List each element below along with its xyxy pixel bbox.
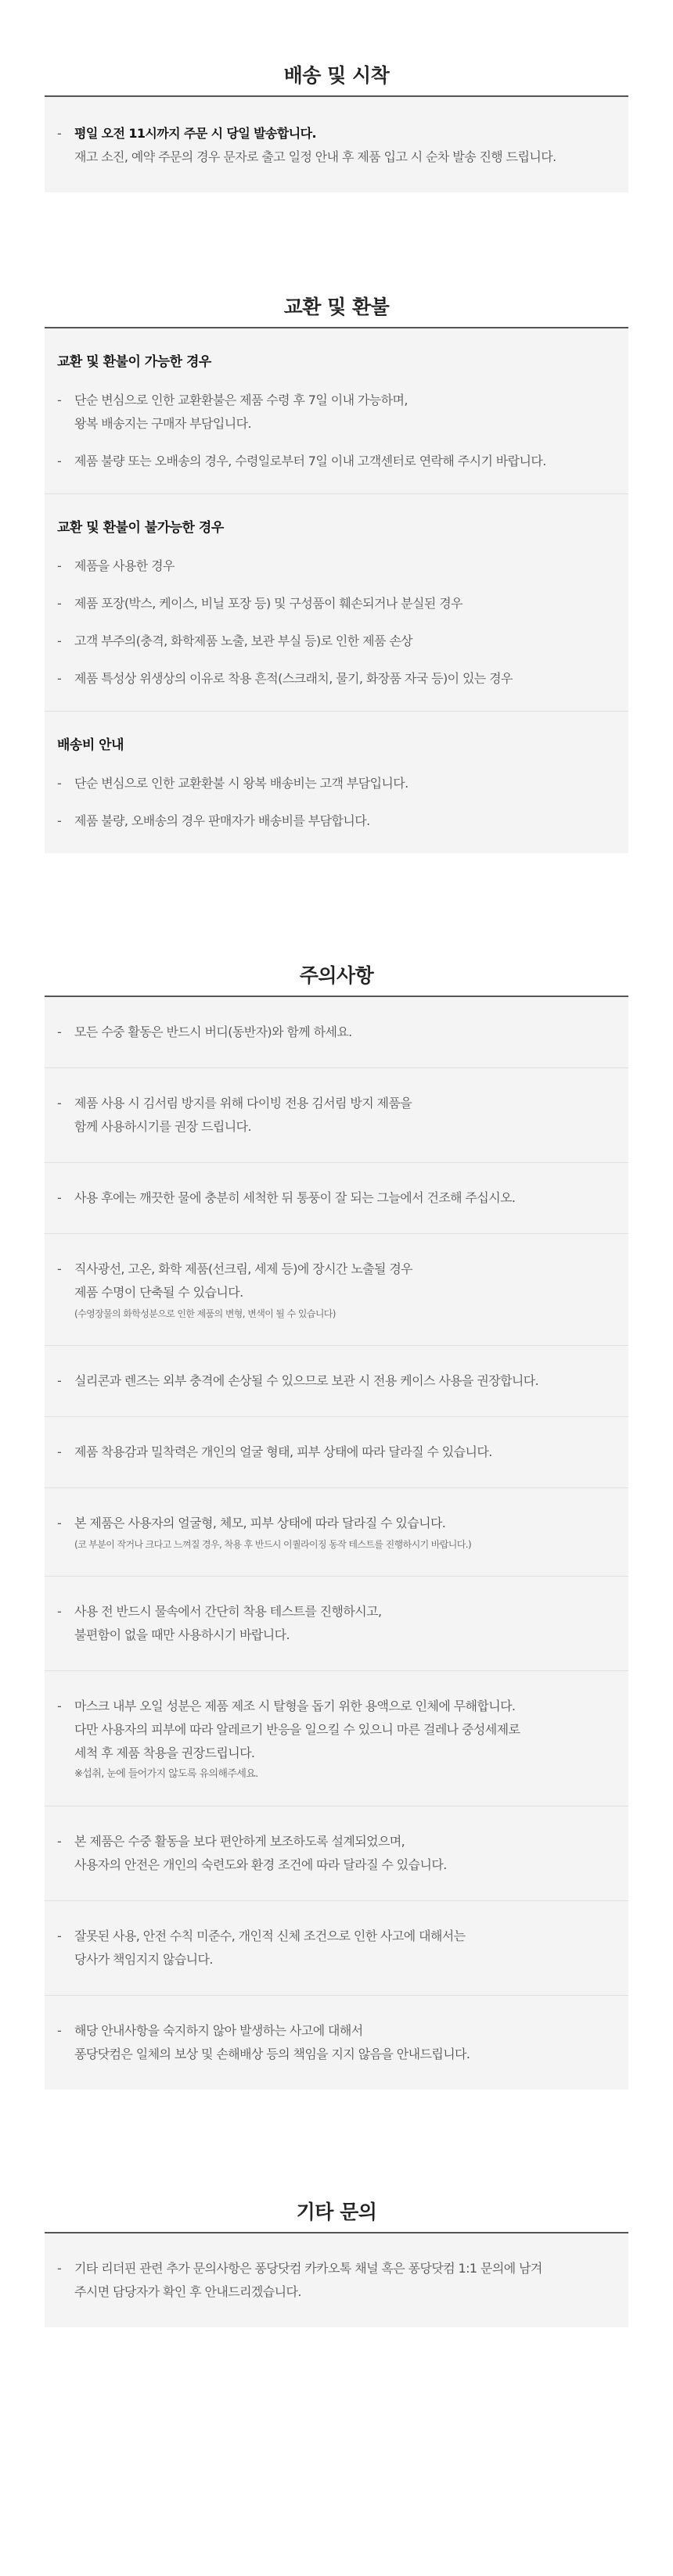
exchange-group-not-allowed bbox=[45, 494, 628, 712]
item-line: 주시면 담당자가 확인 후 안내드리겠습니다. bbox=[74, 2284, 301, 2299]
bullet-dash: - bbox=[57, 1096, 62, 1110]
item-line: 당사가 책임지지 않습니다. bbox=[74, 1952, 213, 1967]
item-line: 제품 수명이 단축될 수 있습니다. bbox=[74, 1285, 243, 1300]
section-title-caution: 주의사항 bbox=[45, 955, 628, 997]
caution-row bbox=[45, 1806, 628, 1901]
bullet-dash: - bbox=[57, 671, 62, 686]
exchange-box bbox=[45, 328, 628, 853]
bullet-dash: - bbox=[57, 1190, 62, 1205]
item-line: 본 제품은 사용자의 얼굴형, 체모, 피부 상태에 따라 달라질 수 있습니다. bbox=[74, 1516, 446, 1530]
bullet-dash: - bbox=[57, 633, 62, 648]
shipping-text: 재고 소진, 예약 주문의 경우 문자로 출고 일정 안내 후 제품 입고 시 순차 발송 진행 드립니다. bbox=[74, 149, 556, 164]
item-line: 해당 안내사항을 숙지하지 않아 발생하는 사고에 대해서 bbox=[74, 2023, 363, 2038]
caution-row bbox=[45, 997, 628, 1068]
item-line: 고객 부주의(충격, 화학제품 노출, 보관 부실 등)로 인한 제품 손상 bbox=[74, 633, 413, 648]
bullet-dash: - bbox=[57, 1699, 62, 1713]
item-line: 사용자의 안전은 개인의 숙련도와 환경 조건에 따라 달라질 수 있습니다. bbox=[74, 1857, 447, 1872]
page bbox=[45, 0, 628, 2327]
caution-row bbox=[45, 1996, 628, 2090]
caution-row bbox=[45, 1671, 628, 1806]
item-line: 세척 후 제품 착용을 권장드립니다. bbox=[74, 1745, 255, 1760]
bullet-dash: - bbox=[57, 393, 62, 407]
item-line: 기타 리더핀 관련 추가 문의사항은 퐁당닷컴 카카오톡 채널 혹은 퐁당닷컴 1:1 문의에 남겨 bbox=[74, 2261, 542, 2276]
exchange-group-shipping-fee bbox=[45, 712, 628, 853]
item-line: 사용 후에는 깨끗한 물에 충분히 세척한 뒤 통풍이 잘 되는 그늘에서 건조해 주십시오. bbox=[74, 1190, 516, 1205]
item-note: ※섭취, 눈에 들어가지 않도록 유의해주세요. bbox=[74, 1768, 258, 1780]
section-title-exchange: 교환 및 환불 bbox=[45, 286, 628, 328]
bullet-dash: - bbox=[57, 1516, 62, 1530]
caution-row bbox=[45, 1577, 628, 1671]
bullet-dash: - bbox=[57, 813, 62, 828]
list-item bbox=[57, 389, 616, 436]
item-line: 왕복 배송지는 구매자 부담입니다. bbox=[74, 416, 251, 431]
bullet-dash: - bbox=[57, 2261, 62, 2276]
caution-row bbox=[45, 1417, 628, 1488]
list-item bbox=[57, 772, 616, 795]
item-line: 제품 착용감과 밀착력은 개인의 얼굴 형태, 피부 상태에 따라 달라질 수 있습니다. bbox=[74, 1444, 492, 1459]
list-item bbox=[57, 592, 616, 615]
bullet-dash: - bbox=[57, 558, 62, 573]
section-title-shipping: 배송 및 시착 bbox=[45, 55, 628, 97]
shipping-strong-text: 평일 오전 11시까지 주문 시 당일 발송합니다. bbox=[74, 126, 316, 141]
item-line: 제품 사용 시 김서림 방지를 위해 다이빙 전용 김서림 방지 제품을 bbox=[74, 1096, 412, 1110]
item-note: (코 부분이 작거나 크다고 느껴질 경우, 착용 후 반드시 이퀄라이징 동작 테스트를 진행하시기 바랍니다.) bbox=[74, 1539, 472, 1550]
list-item bbox=[57, 630, 616, 653]
item-line: 직사광선, 고온, 화학 제품(선크림, 세제 등)에 장시간 노출될 경우 bbox=[74, 1261, 413, 1276]
item-line: 본 제품은 수중 활동을 보다 편안하게 보조하도록 설계되었으며, bbox=[74, 1834, 405, 1849]
caution-row bbox=[45, 1068, 628, 1163]
caution-row bbox=[45, 1163, 628, 1234]
item-note: (수영장물의 화학성분으로 인한 제품의 변형, 변색이 될 수 있습니다) bbox=[74, 1308, 336, 1319]
inquiry-row bbox=[45, 2233, 628, 2327]
bullet-dash: - bbox=[57, 596, 62, 611]
item-line: 불편함이 없을 때만 사용하시기 바랍니다. bbox=[74, 1627, 290, 1642]
item-line: 마스크 내부 오일 성분은 제품 제조 시 탈형을 돕기 위한 용액으로 인체에 무해합니다. bbox=[74, 1699, 516, 1713]
item-line: 사용 전 반드시 물속에서 간단히 착용 테스트를 진행하시고, bbox=[74, 1604, 382, 1619]
item-line: 제품 불량 또는 오배송의 경우, 수령일로부터 7일 이내 고객센터로 연락해 주시기 바랍니다. bbox=[74, 454, 546, 468]
item-line: 잘못된 사용, 안전 수칙 미준수, 개인적 신체 조건으로 인한 사고에 대해서는 bbox=[74, 1928, 466, 1943]
bullet-dash: - bbox=[57, 1928, 62, 1943]
item-line: 다만 사용자의 피부에 따라 알레르기 반응을 일으킬 수 있으니 마른 걸레나 중성세제로 bbox=[74, 1722, 520, 1737]
bullet-dash: - bbox=[57, 126, 62, 141]
caution-row bbox=[45, 1234, 628, 1346]
exchange-group-allowed bbox=[45, 328, 628, 494]
bullet-dash: - bbox=[57, 1024, 62, 1039]
item-line: 모든 수중 활동은 반드시 버디(동반자)와 함께 하세요. bbox=[74, 1024, 352, 1039]
bullet-dash: - bbox=[57, 1373, 62, 1388]
item-line: 제품을 사용한 경우 bbox=[74, 558, 175, 573]
item-line: 제품 특성상 위생상의 이유로 착용 흔적(스크래치, 물기, 화장품 자국 등)이 있는 경우 bbox=[74, 671, 513, 686]
caution-box bbox=[45, 997, 628, 2090]
caution-row bbox=[45, 1901, 628, 1996]
sub-title: 교환 및 환불이 가능한 경우 bbox=[57, 354, 211, 370]
bullet-dash: - bbox=[57, 1604, 62, 1619]
shipping-box bbox=[45, 97, 628, 192]
bullet-dash: - bbox=[57, 1444, 62, 1459]
bullet-dash: - bbox=[57, 1834, 62, 1849]
item-line: 실리콘과 렌즈는 외부 충격에 손상될 수 있으므로 보관 시 전용 케이스 사용을 권장합니다. bbox=[74, 1373, 539, 1388]
list-item bbox=[57, 667, 616, 691]
item-line: 단순 변심으로 인한 교환환불 시 왕복 배송비는 고객 부담입니다. bbox=[74, 776, 408, 791]
list-item bbox=[57, 122, 616, 169]
section-title-inquiry: 기타 문의 bbox=[45, 2191, 628, 2233]
item-line: 퐁당닷컴은 일체의 보상 및 손해배상 등의 책임을 지지 않음을 안내드립니다. bbox=[74, 2047, 470, 2061]
list-item bbox=[57, 554, 616, 578]
list-item bbox=[57, 450, 616, 473]
bullet-dash: - bbox=[57, 776, 62, 791]
caution-row bbox=[45, 1346, 628, 1417]
sub-title: 교환 및 환불이 불가능한 경우 bbox=[57, 520, 224, 536]
bullet-dash: - bbox=[57, 1261, 62, 1276]
item-line: 함께 사용하시기를 권장 드립니다. bbox=[74, 1119, 251, 1134]
item-line: 단순 변심으로 인한 교환환불은 제품 수령 후 7일 이내 가능하며, bbox=[74, 393, 408, 407]
list-item bbox=[57, 809, 616, 833]
item-line: 제품 포장(박스, 케이스, 비닐 포장 등) 및 구성품이 훼손되거나 분실된 경우 bbox=[74, 596, 462, 611]
inquiry-box bbox=[45, 2233, 628, 2327]
bullet-dash: - bbox=[57, 454, 62, 468]
sub-title: 배송비 안내 bbox=[57, 737, 124, 753]
item-line: 제품 불량, 오배송의 경우 판매자가 배송비를 부담합니다. bbox=[74, 813, 370, 828]
bullet-dash: - bbox=[57, 2023, 62, 2038]
caution-row bbox=[45, 1488, 628, 1577]
